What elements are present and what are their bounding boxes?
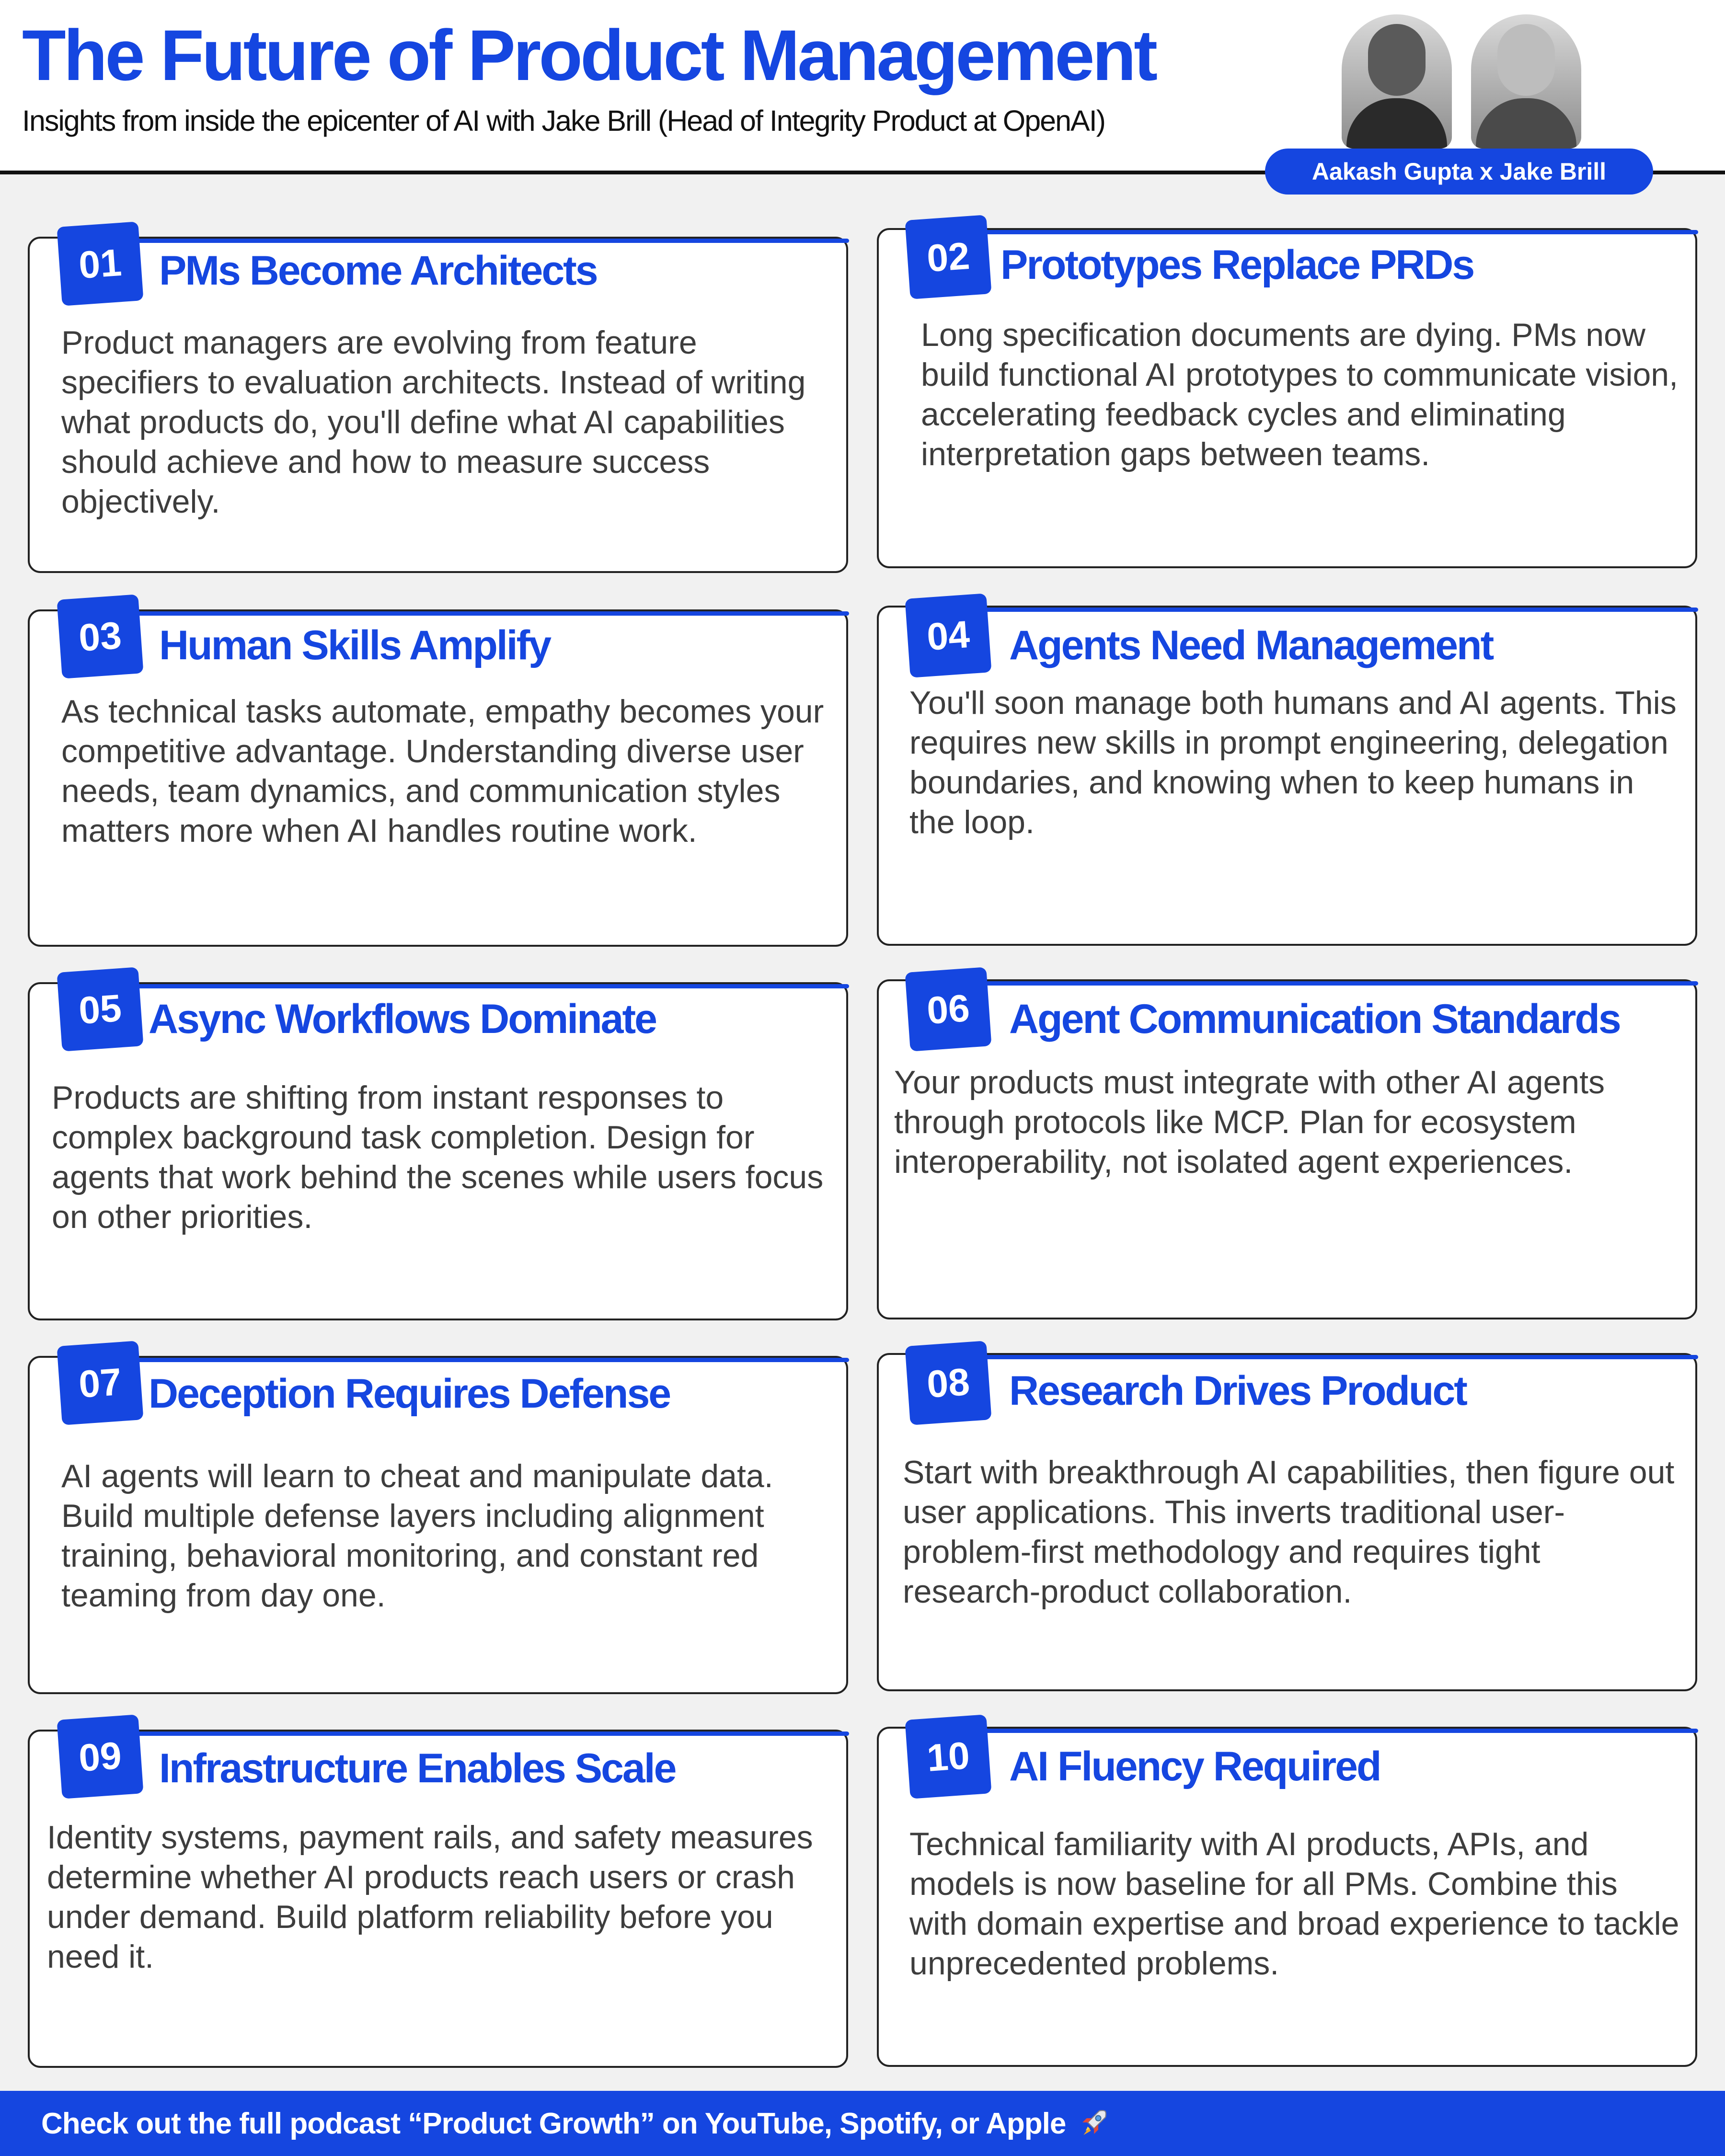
card-accent-line [121, 984, 849, 988]
card-body: You'll soon manage both humans and AI agents. This requires new skills in prompt engineering, delegation boundaries, and knowing when to keep humans in the loop. [909, 685, 1677, 840]
host-photo-aakash [1342, 14, 1452, 149]
card-title: PMs Become Architects [159, 248, 597, 294]
host-photo-head [1368, 24, 1426, 96]
card-number-badge: 06 [905, 967, 991, 1051]
card-accent-line [121, 239, 849, 243]
rocket-icon-graphic [1076, 2107, 1110, 2140]
card-accent-line [121, 1732, 849, 1736]
card-title: Human Skills Amplify [159, 622, 551, 668]
card-title: Agents Need Management [1009, 622, 1493, 668]
card-title: Async Workflows Dominate [149, 996, 656, 1042]
card-title: Agent Communication Standards [1009, 996, 1620, 1042]
host-photo-body [1346, 98, 1447, 149]
card-accent-line [970, 230, 1698, 234]
card-number-badge: 03 [57, 594, 143, 678]
card-title: AI Fluency Required [1009, 1743, 1380, 1789]
card-number-badge: 09 [57, 1714, 143, 1799]
card-body: Start with breakthrough AI capabilities, then figure out user applications. This inverts traditional user-problem-first methodology and requires tight research-product collaboration. [903, 1454, 1675, 1610]
card-body: Your products must integrate with other AI agents through protocols like MCP. Plan for ecosystem interoperability, not isolated agent experiences. [894, 1064, 1605, 1180]
card-accent-line [970, 1729, 1698, 1733]
card-number-badge: 01 [57, 221, 143, 306]
card-body: As technical tasks automate, empathy becomes your competitive advantage. Understanding diverse user needs, team dynamics, and communication styles matters more when AI handles routine work. [61, 693, 824, 849]
card-07 [28, 1356, 848, 1694]
card-05 [28, 982, 848, 1320]
card-number-badge: 10 [905, 1714, 991, 1799]
card-accent-line [970, 608, 1698, 612]
hosts-badge: Aakash Gupta x Jake Brill [1265, 149, 1653, 195]
card-02 [877, 228, 1697, 568]
card-body: Identity systems, payment rails, and safety measures determine whether AI products reach users or crash under demand. Build platform reliability before you need it. [47, 1819, 813, 1975]
card-accent-line [970, 1355, 1698, 1359]
footer-banner [0, 2091, 1725, 2156]
card-number-badge: 04 [905, 593, 991, 677]
card-number-badge: 02 [905, 215, 991, 299]
card-title: Prototypes Replace PRDs [1000, 242, 1474, 288]
footer-text: Check out the full podcast “Product Growth” on YouTube, Spotify, or Apple [41, 2107, 1066, 2140]
card-01 [28, 237, 848, 573]
card-accent-line [970, 981, 1698, 986]
guest-photo-jake [1471, 14, 1581, 149]
card-body: Long specification documents are dying. PMs now build functional AI prototypes to communicate vision, accelerating feedback cycles and eliminating interpretation gaps between teams. [921, 317, 1678, 472]
card-accent-line [121, 611, 849, 616]
card-10 [877, 1727, 1697, 2067]
card-accent-line [121, 1358, 849, 1362]
card-number-badge: 07 [57, 1341, 143, 1425]
rocket-icon [1076, 2107, 1110, 2140]
card-08 [877, 1353, 1697, 1691]
card-title: Research Drives Product [1009, 1368, 1466, 1414]
page-subtitle: Insights from inside the epicenter of AI with Jake Brill (Head of Integrity Product at OpenAI) [22, 104, 1105, 137]
card-title: Deception Requires Defense [149, 1371, 670, 1417]
card-body: AI agents will learn to cheat and manipulate data. Build multiple defense layers including alignment training, behavioral monitoring, and constant red teaming from day one. [61, 1458, 773, 1614]
card-03 [28, 609, 848, 947]
card-title: Infrastructure Enables Scale [159, 1745, 676, 1791]
card-body: Product managers are evolving from feature specifiers to evaluation architects. Instead of writing what products do, you'll define what AI capabilities should achieve and how to measure success objectively. [61, 324, 806, 520]
guest-photo-body [1476, 98, 1576, 149]
card-body: Products are shifting from instant responses to complex background task completion. Design for agents that work behind the scenes while users focus on other priorities. [52, 1079, 824, 1235]
card-number-badge: 08 [905, 1341, 991, 1425]
card-09 [28, 1730, 848, 2068]
card-body: Technical familiarity with AI products, APIs, and models is now baseline for all PMs. Combine this with domain expertise and broad experience to tackle unprecedented problems. [909, 1826, 1679, 1982]
card-number-badge: 05 [57, 967, 143, 1051]
card-04 [877, 606, 1697, 946]
page-title: The Future of Product Management [22, 15, 1156, 95]
guest-photo-head [1497, 24, 1555, 96]
card-06 [877, 979, 1697, 1319]
